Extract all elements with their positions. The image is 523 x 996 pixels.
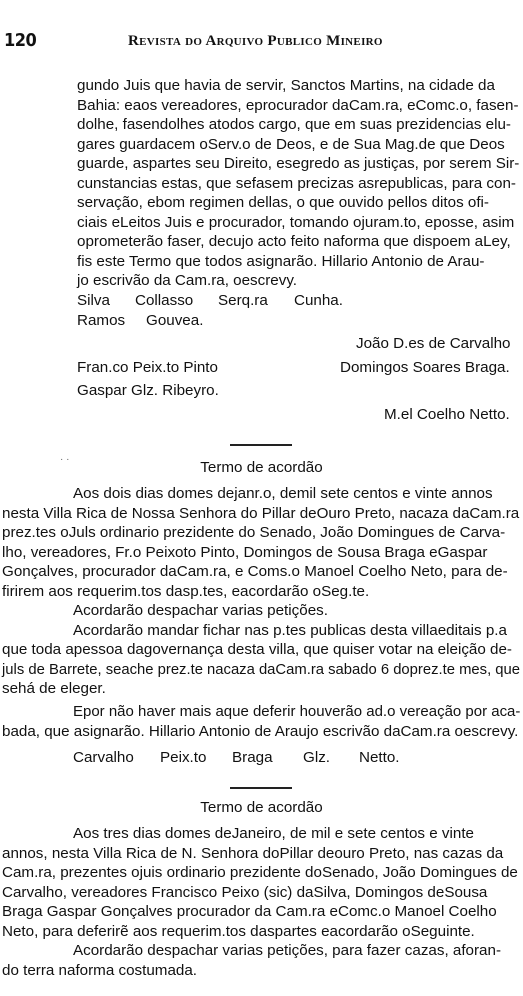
- term1-line: Acordarão mandar fichar nas p.tes publicas desta villaeditais p.a: [73, 622, 507, 639]
- term1-line: Epor não haver mais aque deferir houverão ad.o vereação por aca-: [73, 703, 521, 720]
- term2-line: annos, nesta Villa Rica de N. Senhora doPillar deouro Preto, nas cazas da: [2, 845, 504, 862]
- term1-line: bada, que asignarão. Hillario Antonio de Araujo escrivão daCam.ra oescrevy.: [2, 723, 519, 740]
- signature: Serq.ra: [218, 292, 268, 309]
- term1-line: lho, vereadores, Fr.o Peixoto Pinto, Domingos de Sousa Braga eGaspar: [2, 544, 488, 561]
- term2-line: Carvalho, vereadores Francisco Peixo (sic) daSilva, Domingos deSousa: [2, 884, 488, 901]
- signature: Collasso: [135, 292, 194, 309]
- block1-line: gundo Juis que havia de servir, Sanctos Martins, na cidade da: [77, 77, 495, 94]
- term1-line: Gonçalves, procurador daCam.ra, e Coms.o Manoel Coelho Neto, para de-: [2, 563, 508, 580]
- term1-line: Acordarão despachar varias petições.: [73, 602, 328, 619]
- block1-line: gares guardacem oServ.o de Deos, e de Sua Mag.de que Deos: [77, 136, 505, 153]
- term2-line: Acordarão despachar varias petições, para fazer cazas, aforan-: [73, 942, 502, 959]
- term1-line: prez.tes oJuls ordinario prezidente do Senado, João Domingues de Carva-: [2, 524, 506, 541]
- signature: João D.es de Carvalho: [356, 335, 511, 352]
- page-number: 120: [4, 30, 37, 51]
- block1-line: dolhe, fasendolhes atodos cargo, que em suas prezidencias elu-: [77, 116, 511, 133]
- signature: Carvalho: [73, 749, 134, 766]
- term1-line: firirem aos requerim.tos dasp.tes, eacordarão oSeg.te.: [2, 583, 370, 600]
- block1-line: servação, ebom regimen dellas, o que ouvido pellos ditos ofi-: [77, 194, 489, 211]
- signature: M.el Coelho Netto.: [384, 406, 510, 423]
- section-heading: Termo de acordão: [200, 799, 323, 816]
- signature: Glz.: [303, 749, 331, 766]
- section-divider: [230, 444, 292, 446]
- term1-line: nesta Villa Rica de Nossa Senhora do Pillar deOuro Preto, nacaza daCam.ra: [2, 505, 520, 522]
- term1-line: sehá de eleger.: [2, 680, 106, 697]
- specks: · ·: [60, 454, 70, 465]
- block1-line: jo escrivão da Cam.ra, oescrevy.: [77, 272, 298, 289]
- signature: Gouvea.: [146, 312, 204, 329]
- signature: Netto.: [359, 749, 400, 766]
- signature: Ramos: [77, 312, 126, 329]
- signature: Silva: [77, 292, 110, 309]
- signature: Braga: [232, 749, 273, 766]
- term1-line: Aos dois dias domes dejanr.o, demil sete centos e vinte annos: [73, 485, 493, 502]
- term1-line: que toda apessoa dagovernança desta villa, que quiser votar na eleição de-: [2, 641, 512, 658]
- signature: Gaspar Glz. Ribeyro.: [77, 382, 219, 399]
- running-title: Revista do Arquivo Publico Mineiro: [128, 33, 383, 49]
- signature: Domingos Soares Braga.: [340, 359, 510, 376]
- block1-line: guarde, aspartes seu Direito, esegredo as justiças, por serem Sir-: [77, 155, 520, 172]
- page-header: [0, 30, 523, 54]
- block1-line: oprometerão faser, decujo acto feito naforma que dispoem aLey,: [77, 233, 511, 250]
- block1-line: cunstancias estas, que sefasem precizas asrepublicas, para con-: [77, 175, 516, 192]
- signature: Fran.co Peix.to Pinto: [77, 359, 218, 376]
- section-heading: Termo de acordão: [200, 459, 323, 476]
- term2-line: Braga Gaspar Gonçalves procurador da Cam.ra eComc.o Manoel Coelho: [2, 903, 497, 920]
- block1-line: ciais eLeitos Juis e procurador, tomando ojuram.to, eposse, asim: [77, 214, 515, 231]
- term2-line: Aos tres dias domes deJaneiro, de mil e sete centos e vinte: [73, 825, 474, 842]
- block1-line: Bahia: eaos vereadores, eprocurador daCam.ra, eComc.o, fasen-: [77, 97, 519, 114]
- section-divider: [230, 787, 292, 789]
- term2-line: Neto, para deferirẽ aos requerim.tos daspartes eacordarão oSeguinte.: [2, 923, 475, 940]
- term2-line: Cam.ra, prezentes ojuis ordinario prezidente doSenado, João Domingues de: [2, 864, 518, 881]
- signature: Cunha.: [294, 292, 343, 309]
- signature: Peix.to: [160, 749, 207, 766]
- term2-line: do terra naforma costumada.: [2, 962, 198, 979]
- block1-line: fis este Termo que todos asignarão. Hillario Antonio de Arau-: [77, 253, 485, 270]
- term1-line: juls de Barrete, seache prez.te nacaza daCam.ra sabado 6 doprez.te mes, que: [2, 661, 521, 678]
